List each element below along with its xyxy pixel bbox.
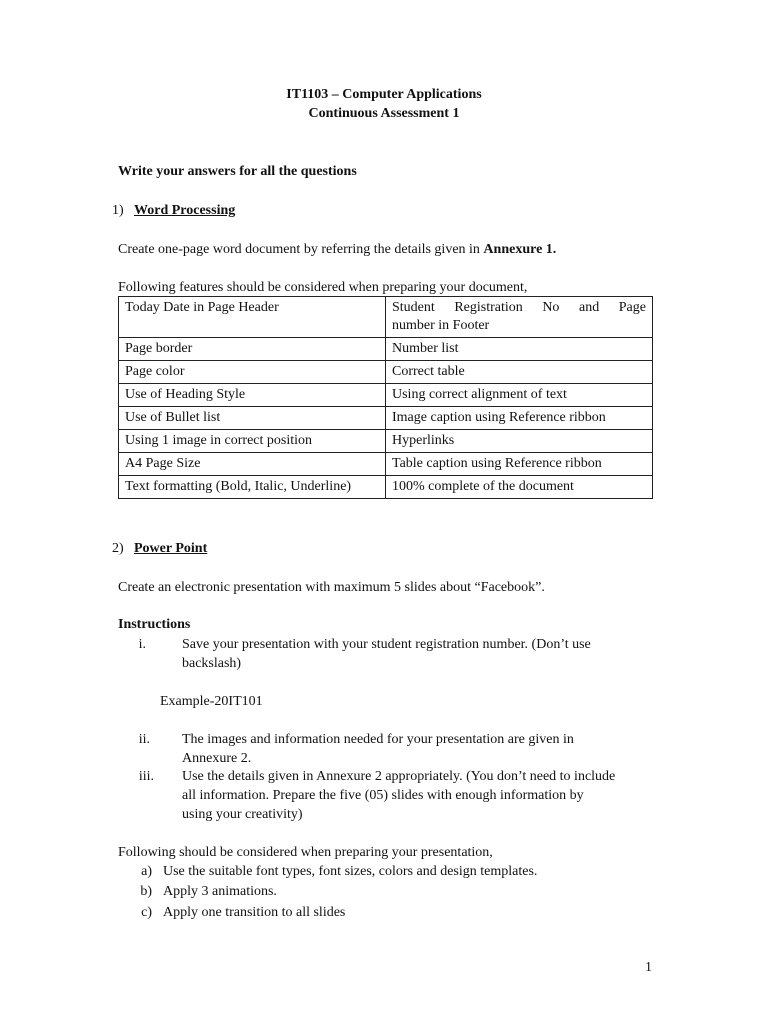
instruction-line: all information. Prepare the five (05) slides with enough information by (182, 788, 584, 803)
instructions-heading: Instructions (118, 617, 191, 632)
table-row (119, 453, 653, 476)
table-row (119, 384, 653, 407)
q1-features-intro: Following features should be considered when preparing your document, (118, 280, 528, 295)
instruction-line: The images and information needed for your presentation are given in (182, 732, 574, 747)
instruction-line: Annexure 2. (182, 751, 252, 766)
q1-heading: Word Processing (134, 203, 236, 218)
instruction-number: ii. (138, 732, 150, 747)
list-item: Apply one transition to all slides (163, 905, 346, 920)
table-row (119, 338, 653, 361)
table-row (119, 476, 653, 499)
list-label: b) (140, 884, 152, 899)
table-cell: Image caption using Reference ribbon (386, 407, 653, 430)
table-cell: Table caption using Reference ribbon (386, 453, 653, 476)
q1-text (118, 241, 556, 259)
word: No (542, 300, 560, 315)
q2-number: 2) (112, 541, 124, 556)
instruction-number: iii. (138, 769, 154, 784)
instruction-line: Save your presentation with your student registration number. (Don’t use (182, 637, 591, 652)
instruction-line: using your creativity) (182, 807, 303, 822)
table-cell: Page border (119, 338, 386, 361)
word: Student (392, 300, 435, 315)
q2-text: Create an electronic presentation with maximum 5 slides about “Facebook”. (118, 580, 545, 595)
instruction-line: backslash) (182, 656, 242, 671)
word: Page (618, 300, 646, 315)
table-cell: Use of Heading Style (119, 384, 386, 407)
table-row (119, 430, 653, 453)
word: Registration (454, 300, 523, 315)
q1-number: 1) (112, 203, 124, 218)
instruction-line: Use the details given in Annexure 2 appropriately. (You don’t need to include (182, 769, 616, 784)
list-item: Use the suitable font types, font sizes, colors and design templates. (163, 864, 538, 879)
table-cell: Number list (386, 338, 653, 361)
q1-text-main: Create one-page word document by referring the details given in (118, 242, 484, 257)
features-table (118, 296, 653, 499)
word: and (578, 300, 600, 315)
table-row (119, 361, 653, 384)
instruction-number: i. (138, 637, 146, 652)
table-cell-line (392, 299, 646, 317)
table-row (119, 407, 653, 430)
list-label: a) (141, 864, 152, 879)
table-cell: 100% complete of the document (386, 476, 653, 499)
table-cell: Correct table (386, 361, 653, 384)
list-item: Apply 3 animations. (163, 884, 277, 899)
table-cell: Using correct alignment of text (386, 384, 653, 407)
q1-text-annexure: Annexure 1. (483, 242, 557, 257)
example-text: Example-20IT101 (160, 694, 263, 709)
following-text: Following should be considered when preparing your presentation, (118, 845, 493, 860)
table-cell: Text formatting (Bold, Italic, Underline) (119, 476, 386, 499)
list-label: c) (141, 905, 152, 920)
table-cell-line: number in Footer (392, 318, 490, 333)
table-cell: Using 1 image in correct position (119, 430, 386, 453)
table-cell: Today Date in Page Header (119, 297, 386, 338)
intro-instruction: Write your answers for all the questions (118, 164, 357, 179)
q2-heading: Power Point (134, 541, 208, 556)
title-line-2: Continuous Assessment 1 (308, 106, 460, 121)
table-cell: A4 Page Size (119, 453, 386, 476)
title-line-1: IT1103 – Computer Applications (286, 87, 482, 102)
table-cell: Page color (119, 361, 386, 384)
page-number: 1 (645, 960, 652, 975)
table-cell (386, 297, 653, 338)
table-row (119, 297, 653, 338)
table-cell: Use of Bullet list (119, 407, 386, 430)
table-cell: Hyperlinks (386, 430, 653, 453)
